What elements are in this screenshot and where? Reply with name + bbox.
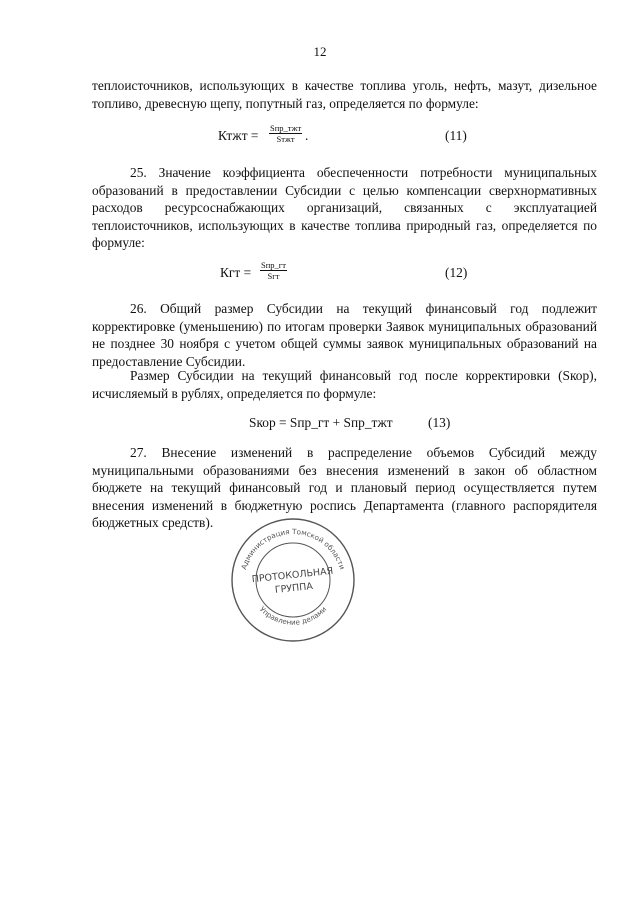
formula-11-numerator: Sпр_тжт — [270, 123, 302, 133]
formula-12-denominator: Sгт — [267, 271, 280, 281]
paragraph-25: 25. Значение коэффициента обеспеченности потребности муниципальных образований в предоставлении Субсидии с целью компенсации сверхнормативных расходов ресурсоснабжающих организаций, связанных с эксплуатацией теплоисточников, использующих в качестве топлива природный газ, определяется по формуле: — [92, 165, 597, 251]
formula-13-number: (13) — [428, 415, 451, 430]
stamp-center-line2: ГРУППА — [274, 580, 314, 596]
page-number: 12 — [313, 44, 327, 59]
stamp-ring-top-text: Администрация Томской области — [239, 526, 347, 571]
stamp-center-line1: ПРОТОКОЛЬНАЯ — [251, 565, 334, 586]
formula-11 — [0, 123, 640, 153]
paragraph-continuation: теплоисточников, использующих в качестве топлива уголь, нефть, мазут, дизельное топливо, древесную щепу, попутный газ, определяется по формуле: — [92, 78, 597, 111]
formula-11-number: (11) — [445, 128, 467, 143]
paragraph-27: 27. Внесение изменений в распределение объемов Субсидий между муниципальными образованиями без внесения изменений в закон об областном бюджете на текущий финансовый год и плановый период осуществляется путем внесения изменений в бюджетную роспись Департамента (главного распорядителя бюджетных средств). — [92, 445, 597, 531]
paragraph-26: 26. Общий размер Субсидии на текущий финансовый год подлежит корректировке (уменьшению) по итогам проверки Заявок муниципальных образований не позднее 30 ноября с учетом общей суммы заявок муниципальных образований на предоставление Субсидии. — [92, 301, 597, 369]
stamp-ring-bottom-text: Управление делами — [257, 604, 329, 627]
formula-11-lhs: Ктжт = — [218, 128, 259, 143]
formula-12-fraction — [260, 260, 287, 281]
protocol-group-stamp — [228, 515, 358, 645]
formula-11-denominator: Sтжт — [276, 134, 295, 144]
formula-13 — [0, 410, 640, 440]
formula-12-lhs: Кгт = — [220, 265, 252, 280]
formula-11-fraction — [269, 123, 302, 144]
paragraph-26-size: Размер Субсидии на текущий финансовый год после корректировки (Sкор), исчисляемый в рублях, определяется по формуле: — [92, 368, 597, 401]
formula-12 — [0, 260, 640, 290]
formula-12-number: (12) — [445, 265, 468, 280]
formula-11-period: . — [305, 128, 309, 143]
formula-13-expression: Sкор = Sпр_гт + Sпр_тжт — [249, 415, 393, 430]
formula-12-numerator: Sпр_гт — [261, 260, 286, 270]
